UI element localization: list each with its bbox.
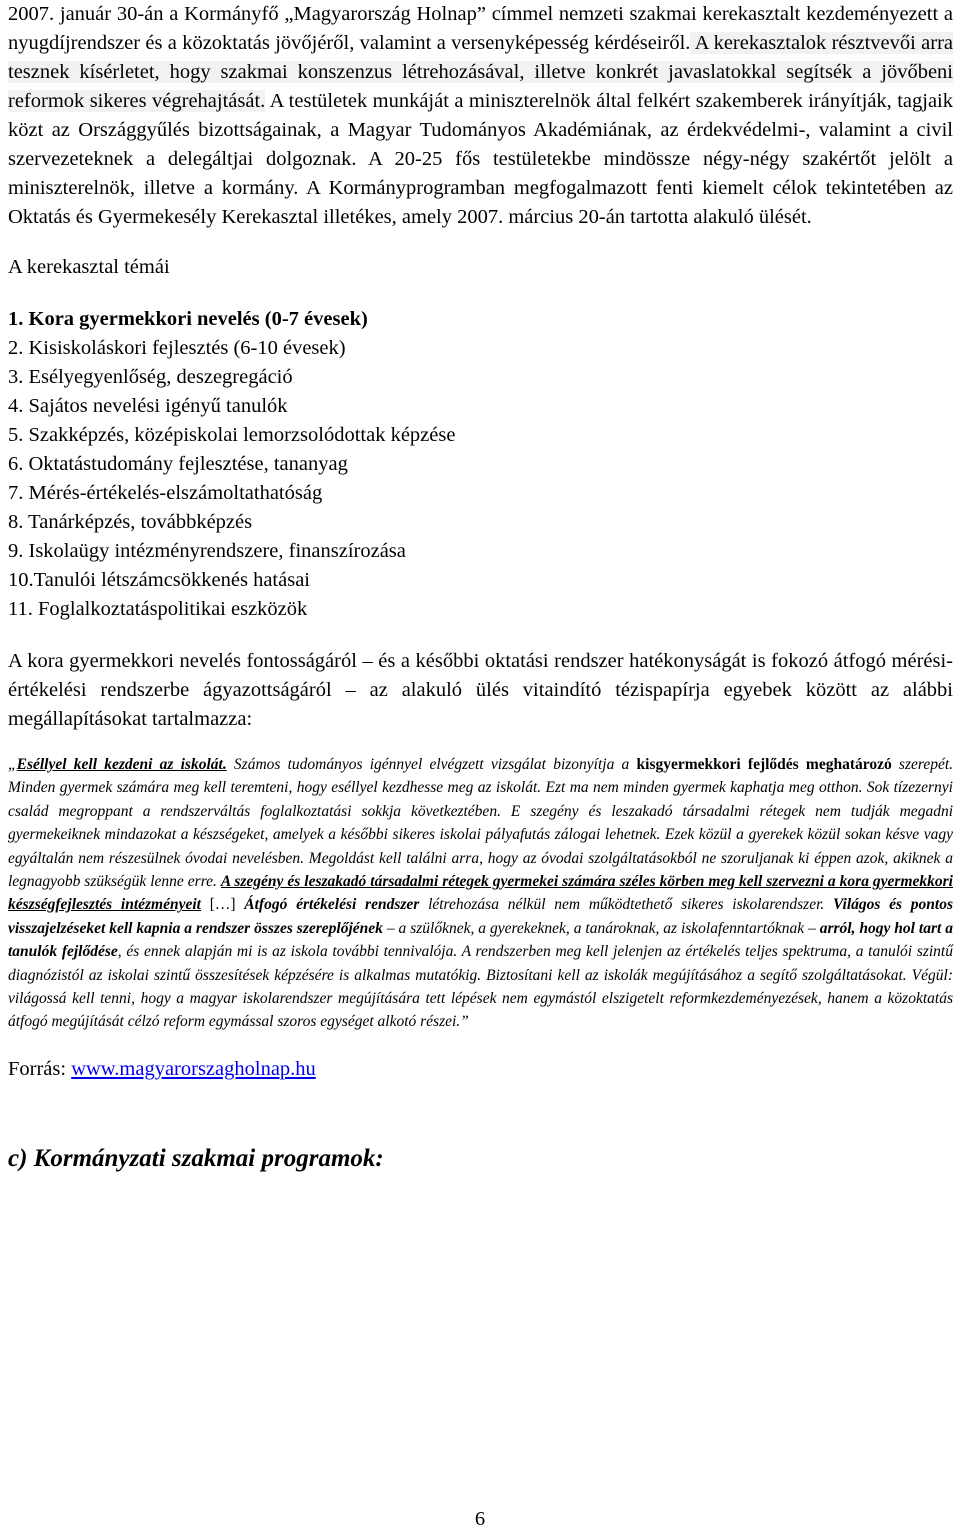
topic-item: 7. Mérés-értékelés-elszámoltathatóság xyxy=(8,482,323,504)
intro-text-start: 2007. január 30-án a Kormányfő „Magyarország Holnap” címmel nemzeti szakmai kerekasztalt kezdeményezett a nyugdíjrendszer és a közoktatás jövőjéről, valamint a versenyképesség kérdéseiről. xyxy=(8,3,953,54)
quote-open-mark: „ xyxy=(8,756,17,773)
intro-paragraph xyxy=(8,0,953,232)
topic-item: 11. Foglalkoztatáspolitikai eszközök xyxy=(8,598,308,620)
topic-item: 8. Tanárképzés, továbbképzés xyxy=(8,511,253,533)
quote-text: […] xyxy=(200,896,245,914)
page-number: 6 xyxy=(474,1508,486,1530)
quote-text: – a szülőknek, a gyerekeknek, a tanároknak, az iskolafenntartóknak – xyxy=(382,919,820,937)
topic-item: 4. Sajátos nevelési igényű tanulók xyxy=(8,395,288,417)
topic-item: 5. Szakképzés, középiskolai lemorzsolódottak képzése xyxy=(8,424,456,446)
section-title: c) Kormányzati szakmai programok: xyxy=(8,1144,384,1172)
quote-bold-phrase: Átfogó értékelési rendszer xyxy=(244,896,420,914)
quote-bold-phrase: A szegény és leszakadó társadalmi rétegek gyermekei számára széles körben meg kell szervezni a kora gyermekkori készségfejlesztés intézményeit xyxy=(8,873,953,914)
quote-text: Számos tudományos igénnyel elvégzett vizsgálat bizonyítja a xyxy=(226,756,637,773)
quote-bold-phrase: arról, hogy hol tart a tanulók fejlődése xyxy=(8,919,953,961)
intro-text-highlighted: A kerekasztalok résztvevői arra tesznek kísérletet, hogy szakmai konszenzus létrehozásával, illetve konkrét javaslatokkal segítsék a jövőbeni reformok sikeres végrehajtását. xyxy=(8,32,953,112)
topic-item: 9. Iskolaügy intézményrendszere, finanszírozása xyxy=(8,540,406,562)
quoted-passage xyxy=(8,753,953,1034)
quote-text: szerepét. Minden gyermek számára meg kell teremteni, hogy eséllyel kezdhesse meg az iskolát. Ezt ma nem minden gyermek kaphatja meg otthon. Sok tízezernyi család megroppant a rendszerváltás foglalkoztatási sokkja következtében. E szegény és leszakadó társadalmi rétegek nem tudják megadni gyermekeiknek mindazokat a készségeket, amelyek a későbbi sikeres iskolai pályafutás zálogai lehetnek. Ezek közül a gyerekek közül sokan késve vagy egyáltalán nem részesülnek óvodai nevelésben. Megoldást kell találni arra, hogy az óvodai szolgáltatásokból ne szoruljanak ki éppen azok, akiknek a legnagyobb szükségük lenne erre. xyxy=(8,756,954,891)
quote-bold-phrase: Világos és pontos visszajelzéseket kell kapnia a rendszer összes szereplőjének xyxy=(8,896,953,937)
intro-text-rest: A testületek munkáját a miniszterelnök által felkért szakemberek irányítják, tagjaik közt az Országgyűlés bizottságainak, a Magyar Tudományos Akadémiának, az érdekvédelmi-, valamint a civil szervezeteknek a delegáltjai dolgoznak. A 20-25 fős testületekbe mindössze négy-négy szakértőt jelölt a miniszterelnök, illetve a kormány. A Kormányprogramban megfogalmazott fenti kiemelt célok tekintetében az Oktatás és Gyermekesély Kerekasztal illetékes, amely 2007. március 20-án tartotta alakuló ülését. xyxy=(8,90,953,228)
source-line xyxy=(8,1055,953,1084)
topics-list xyxy=(8,305,953,624)
topic-item: 6. Oktatástudomány fejlesztése, tananyag xyxy=(8,453,348,475)
topic-item: 3. Esélyegyenlőség, deszegregáció xyxy=(8,366,293,388)
quote-text: létrehozása nélkül nem működtethető sikeres iskolarendszer. xyxy=(419,896,834,914)
topic-item: 10.Tanulói létszámcsökkenés hatásai xyxy=(8,569,310,591)
source-label: Forrás: xyxy=(8,1057,72,1080)
document-page xyxy=(8,0,953,1176)
quote-bold-phrase: Eséllyel kell kezdeni az iskolát. xyxy=(16,756,227,773)
quote-text: , és ennek alapján mi is az iskola további tennivalója. A rendszerben meg kell jelenjen az értékelés teljes spektruma, a tanulói szintű diagnózistól az iskolai szintű összesítések képzésére is alkalmas mutatókig. Biztosítani kell az iskolák megújításához a segítő szolgáltatásokat. Végül: világossá kell tenni, hogy a magyar iskolarendszer megújítására tett lépések nem egymástól elszigetelt reformkezdeményezések, hanem a közoktatás átfogó megújítását célzó reform egymással szoros egységet alkotó részei.” xyxy=(8,943,953,1031)
topics-heading: A kerekasztal témái xyxy=(8,256,170,278)
source-link[interactable]: www.magyarorszagholnap.hu xyxy=(71,1057,316,1080)
topic-item: 2. Kisiskoláskori fejlesztés (6-10 évesek) xyxy=(8,337,346,359)
topic-item: 1. Kora gyermekkori nevelés (0-7 évesek) xyxy=(8,308,368,330)
thesis-paragraph: A kora gyermekkori nevelés fontosságáról – és a későbbi oktatási rendszer hatékonyságát is fokozó átfogó mérési-értékelési rendszerbe ágyazottságáról – az alakuló ülés vitaindító tézispapírja egyebek között az alábbi megállapításokat tartalmazza: xyxy=(8,650,953,730)
quote-bold-phrase: kisgyermekkori fejlődés meghatározó xyxy=(636,756,892,773)
